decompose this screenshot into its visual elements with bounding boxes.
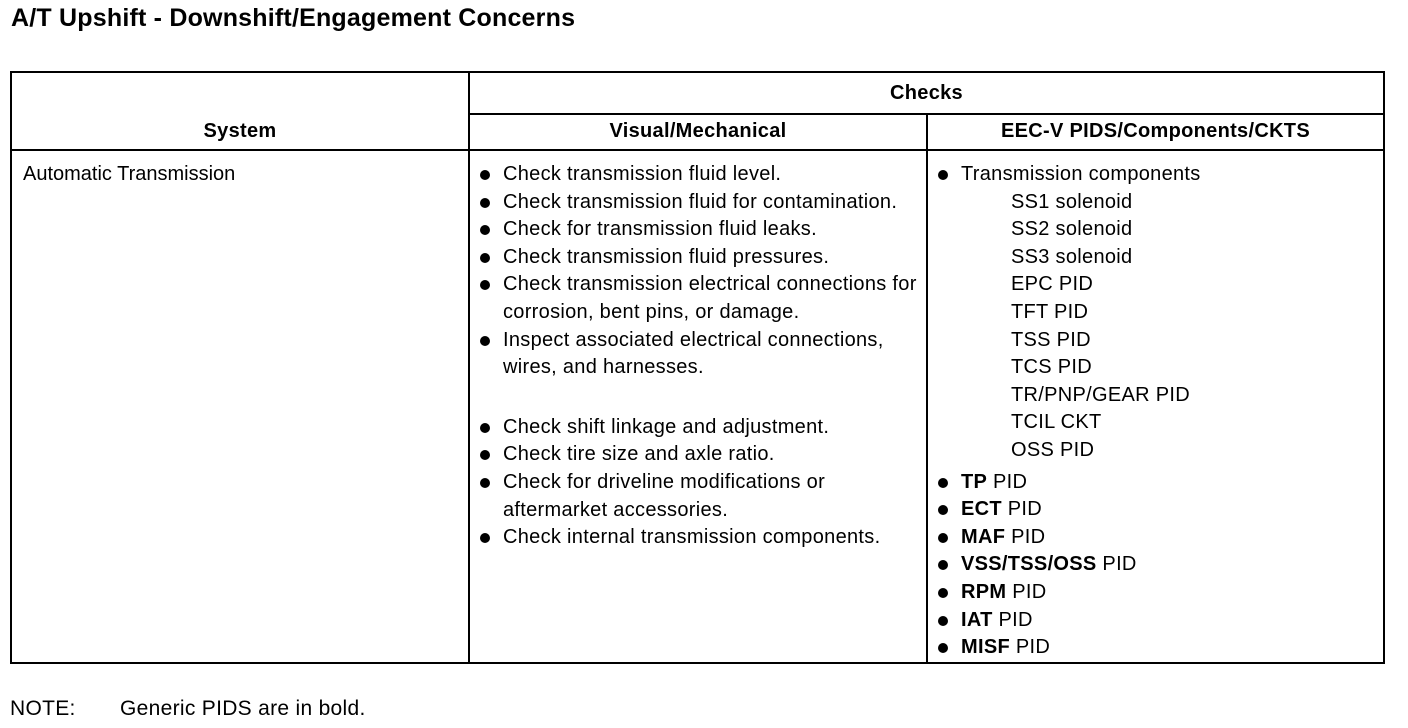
list-item <box>937 496 1382 524</box>
list-item <box>479 469 924 524</box>
eec-components-list <box>937 189 1382 465</box>
list-item <box>479 244 924 272</box>
footnote <box>10 697 366 721</box>
note-text: Generic PIDS are in bold. <box>120 697 366 720</box>
pid-suffix: PID <box>1096 553 1137 576</box>
visual-checks-group-2 <box>479 414 924 552</box>
bullet-icon <box>480 336 490 346</box>
list-item <box>937 607 1382 635</box>
header-divider-bottom <box>12 149 1383 151</box>
bullet-icon <box>938 616 948 626</box>
generic-pid-name: MISF <box>961 636 1010 659</box>
bullet-icon <box>480 423 490 433</box>
list-item <box>479 414 924 442</box>
generic-pid-name: ECT <box>961 498 1002 521</box>
list-item <box>479 216 924 244</box>
list-item <box>479 271 924 326</box>
list-item <box>479 441 924 469</box>
list-item: TFT PID <box>1011 300 1089 323</box>
bullet-icon <box>938 505 948 515</box>
bullet-icon <box>480 533 490 543</box>
bullet-icon <box>938 170 948 180</box>
list-item-text: Check transmission fluid level. <box>503 163 782 185</box>
generic-pid-name: IAT <box>961 608 993 631</box>
header-system: System <box>203 120 277 142</box>
bullet-icon <box>480 198 490 208</box>
list-item <box>937 634 1382 662</box>
list-item: TCS PID <box>1011 356 1092 379</box>
list-item <box>479 524 924 552</box>
pid-suffix: PID <box>992 608 1033 631</box>
column-divider-checks <box>926 115 928 662</box>
list-item <box>937 524 1382 552</box>
bullet-icon <box>938 643 948 653</box>
page-title: A/T Upshift - Downshift/Engagement Concerns <box>11 4 576 32</box>
list-item: TCIL CKT <box>1011 411 1102 434</box>
generic-pid-name: MAF <box>961 525 1006 548</box>
bullet-icon <box>938 560 948 570</box>
visual-checks-group-1 <box>479 161 924 382</box>
header-checks: Checks <box>890 82 963 104</box>
pid-suffix: PID <box>1009 636 1051 659</box>
column-divider-system <box>468 73 470 662</box>
eec-components-label: Transmission components <box>961 163 1201 185</box>
list-item <box>937 551 1382 579</box>
header-visual-mechanical: Visual/Mechanical <box>609 120 787 142</box>
list-item: SS2 solenoid <box>1011 218 1133 241</box>
list-item <box>479 327 924 382</box>
list-item-text: Check transmission electrical connections for corrosion, bent pins, or damage. <box>503 273 917 323</box>
list-item: TR/PNP/GEAR PID <box>1011 383 1190 406</box>
list-item-text: Check transmission fluid pressures. <box>503 245 830 268</box>
pid-suffix: PID <box>987 470 1028 493</box>
bullet-icon <box>480 253 490 263</box>
generic-pid-name: RPM <box>961 580 1007 603</box>
note-label: NOTE: <box>10 697 76 720</box>
list-item <box>937 579 1382 607</box>
pid-suffix: PID <box>1001 498 1043 521</box>
bullet-icon <box>480 170 490 180</box>
list-item-text: Check for transmission fluid leaks. <box>503 218 817 241</box>
list-item <box>479 189 924 217</box>
pid-suffix: PID <box>1006 580 1047 603</box>
list-item: EPC PID <box>1011 273 1094 296</box>
pid-suffix: PID <box>1005 525 1046 548</box>
visual-checks <box>479 161 924 552</box>
list-item-text: Check for driveline modifications or aftermarket accessories. <box>503 470 826 521</box>
list-item: OSS PID <box>1011 438 1095 461</box>
bullet-icon <box>480 478 490 488</box>
bullet-icon <box>938 588 948 598</box>
checks-table <box>10 71 1385 664</box>
list-item-text: Check transmission fluid for contamination. <box>503 190 898 213</box>
bullet-icon <box>938 478 948 488</box>
list-item: SS3 solenoid <box>1011 245 1133 268</box>
list-item-text: Check shift linkage and adjustment. <box>503 415 830 438</box>
bullet-icon <box>480 225 490 235</box>
list-item <box>937 161 1382 189</box>
header-eec-pids: EEC-V PIDS/Components/CKTS <box>1001 120 1310 142</box>
generic-pid-name: TP <box>961 470 988 493</box>
header-divider-checks <box>468 113 1383 115</box>
bullet-icon <box>480 280 490 290</box>
eec-components-group <box>937 161 1382 189</box>
eec-generic-pids <box>937 469 1382 662</box>
list-item-text: Check tire size and axle ratio. <box>503 443 775 466</box>
list-item-text: Check internal transmission components. <box>503 526 881 549</box>
list-item <box>479 161 924 189</box>
system-value: Automatic Transmission <box>23 163 236 185</box>
generic-pid-name: VSS/TSS/OSS <box>961 553 1097 576</box>
list-item: SS1 solenoid <box>1011 190 1133 213</box>
list-item <box>937 469 1382 497</box>
bullet-icon <box>480 450 490 460</box>
list-item: TSS PID <box>1011 328 1091 351</box>
eec-checks <box>937 161 1382 662</box>
list-item-text: Inspect associated electrical connections, wires, and harnesses. <box>503 328 884 379</box>
bullet-icon <box>938 533 948 543</box>
